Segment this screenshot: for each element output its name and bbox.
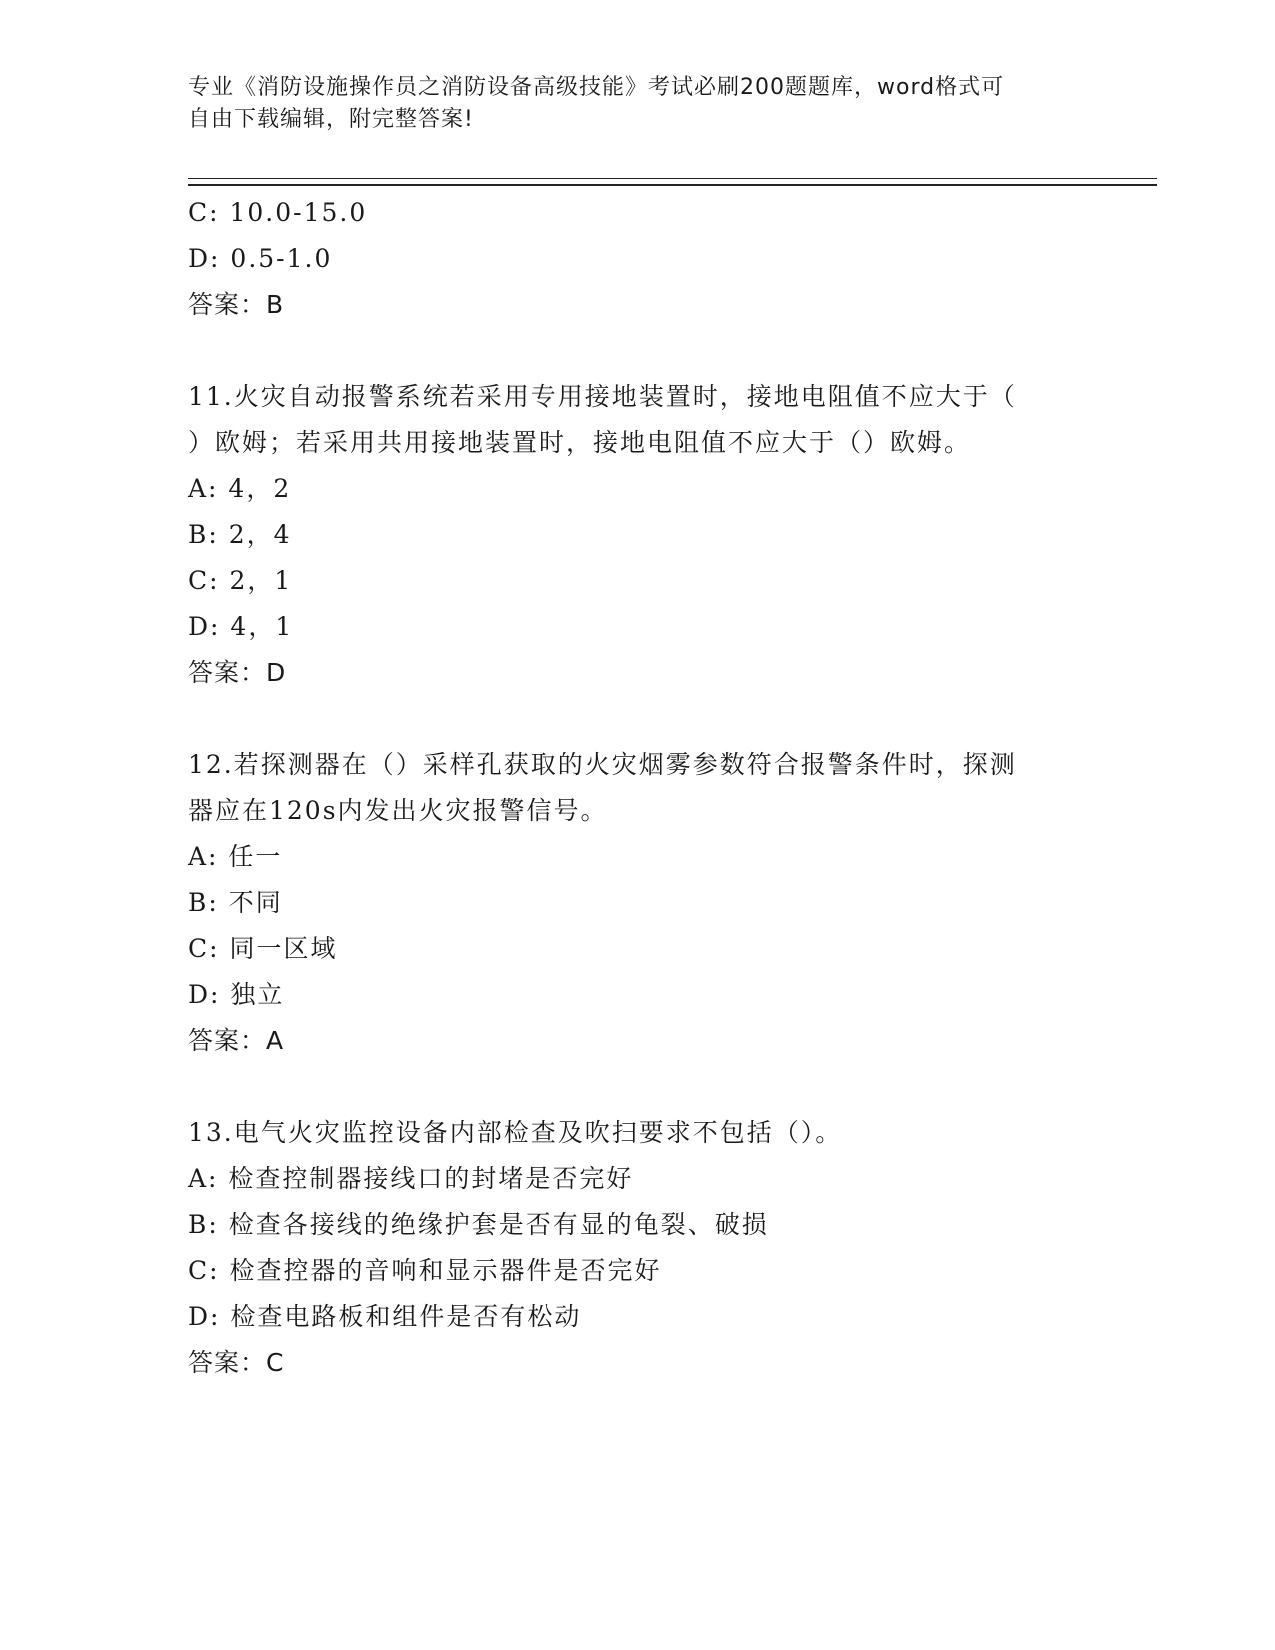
option-a: A: 任一 (188, 842, 283, 871)
question-text-line: 13.电气火灾监控设备内部检查及吹扫要求不包括（）。 (188, 1118, 843, 1147)
option-d: D: 检查电路板和组件是否有松动 (188, 1302, 582, 1331)
option-d: D: 4，1 (188, 612, 294, 641)
spacer (188, 1064, 1088, 1110)
answer-label: 答案：B (188, 290, 285, 319)
option-c: C: 同一区域 (188, 934, 338, 963)
question-11 (188, 374, 1088, 696)
option-c: C: 检查控器的音响和显示器件是否完好 (188, 1256, 662, 1285)
spacer (188, 328, 1088, 374)
question-text-line: 12.若探测器在（）采样孔获取的火灾烟雾参数符合报警条件时，探测 (188, 750, 1017, 779)
header-divider (188, 178, 1157, 186)
option-d: D: 独立 (188, 980, 285, 1009)
option-a: A: 4，2 (188, 474, 292, 503)
question-text-line: 11.火灾自动报警系统若采用专用接地装置时，接地电阻值不应大于（ (188, 382, 1017, 411)
option-b: B: 检查各接线的绝缘护套是否有显的龟裂、破损 (188, 1210, 769, 1239)
header-line-2: 自由下载编辑，附完整答案! (188, 107, 474, 132)
question-list (188, 190, 1088, 1386)
question-13 (188, 1110, 1088, 1386)
option-c: C: 10.0-15.0 (188, 198, 368, 227)
answer-label: 答案：D (188, 658, 287, 687)
option-b: B: 不同 (188, 888, 283, 917)
option-b: B: 2，4 (188, 520, 292, 549)
question-12 (188, 742, 1088, 1064)
answer-label: 答案：A (188, 1026, 285, 1055)
question-text-line: ）欧姆；若采用共用接地装置时，接地电阻值不应大于（）欧姆。 (188, 428, 972, 457)
header-line-1: 专业《消防设施操作员之消防设备高级技能》考试必刷200题题库，word格式可 (188, 75, 1005, 100)
option-a: A: 检查控制器接线口的封堵是否完好 (188, 1164, 634, 1193)
option-d: D: 0.5-1.0 (188, 244, 333, 273)
option-c: C: 2，1 (188, 566, 293, 595)
question-text-line: 器应在120s内发出火灾报警信号。 (188, 796, 608, 825)
previous-question-tail (188, 190, 1088, 328)
spacer (188, 696, 1088, 742)
document-header (188, 72, 1088, 136)
answer-label: 答案：C (188, 1348, 285, 1377)
